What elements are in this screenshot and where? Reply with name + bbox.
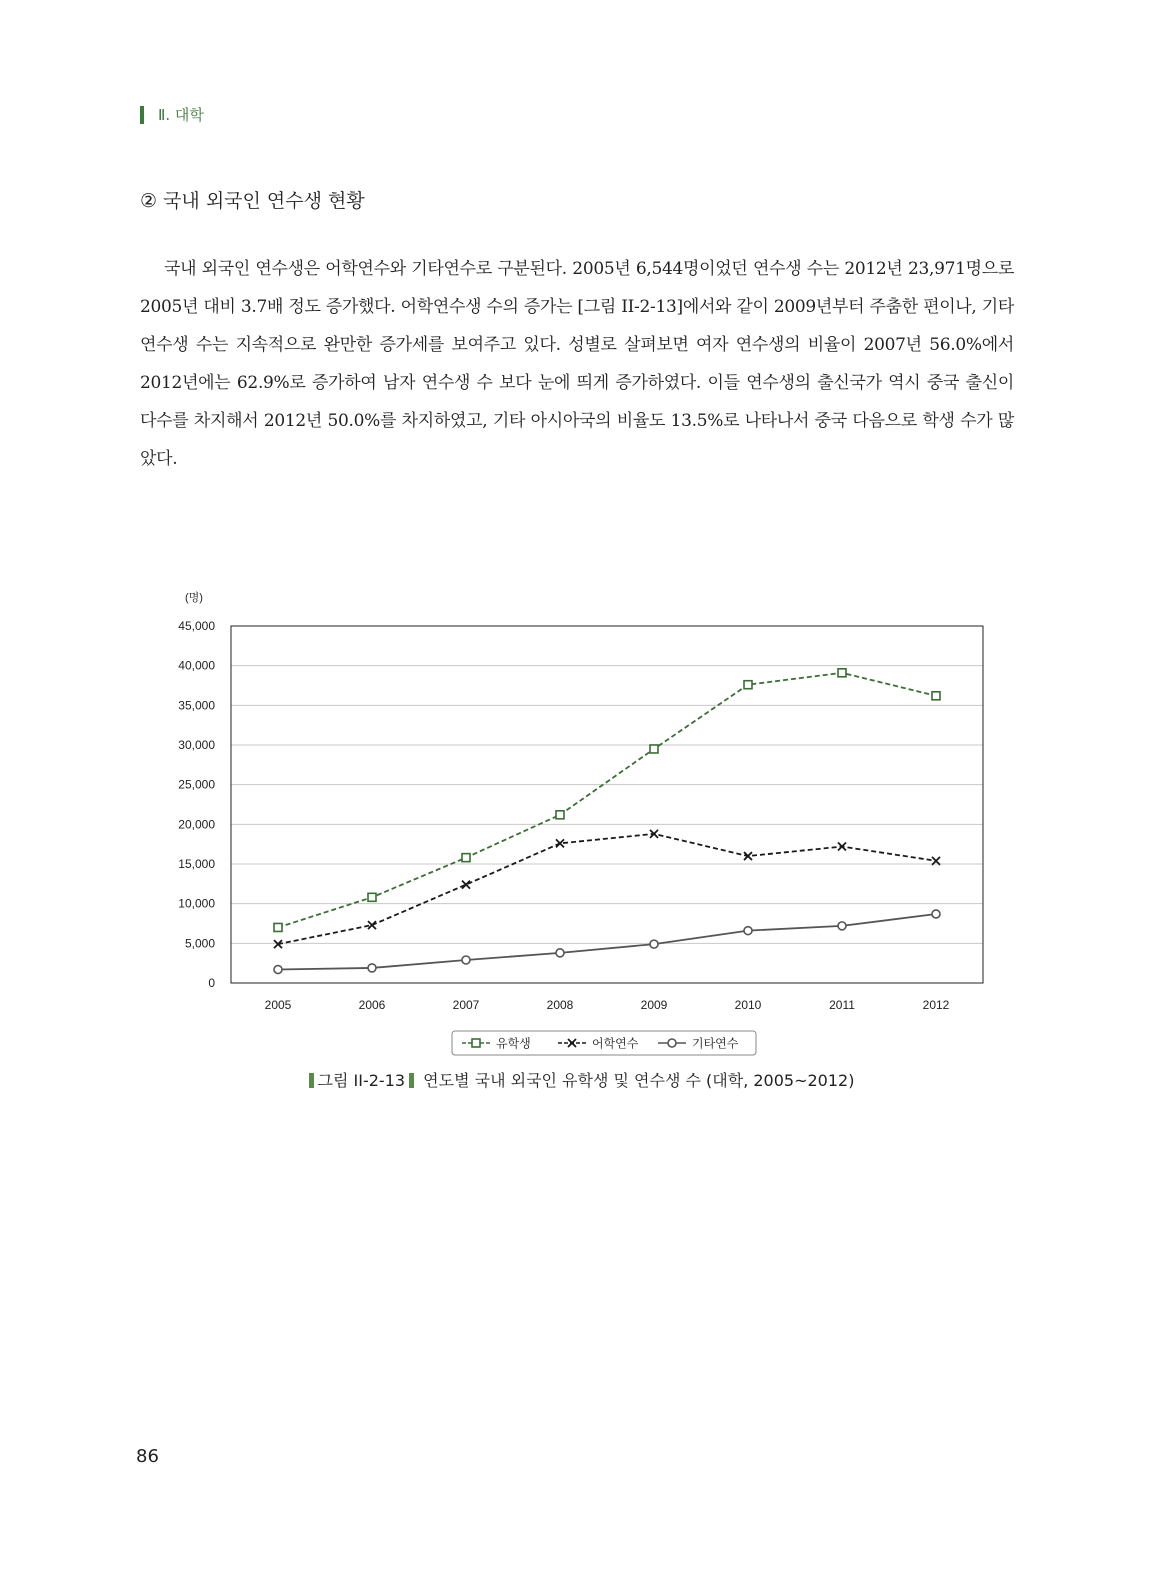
- data-point-series-3: [462, 956, 470, 964]
- data-point-series-1: [650, 745, 658, 753]
- series-line-3: [278, 914, 936, 970]
- data-point-series-3: [556, 949, 564, 957]
- data-point-series-1: [462, 854, 470, 862]
- legend-label-2: 어학연수: [592, 1036, 639, 1051]
- data-point-series-2: [462, 881, 470, 889]
- data-point-series-3: [932, 910, 940, 918]
- data-point-series-2: [838, 843, 846, 851]
- data-point-series-1: [744, 681, 752, 689]
- y-tick-label: 15,000: [178, 857, 215, 871]
- line-chart: [160, 580, 1000, 1060]
- chart-svg: [160, 580, 1000, 1060]
- figure-caption: [0, 1068, 1159, 1091]
- y-tick-label: 0: [208, 976, 215, 990]
- chapter-label: Ⅱ. 대학: [158, 106, 204, 124]
- data-point-series-1: [368, 893, 376, 901]
- y-axis-unit-label: (명): [185, 592, 203, 604]
- series-line-2: [278, 834, 936, 944]
- data-point-series-3: [744, 927, 752, 935]
- y-tick-label: 20,000: [178, 817, 215, 832]
- x-tick-label: 2009: [640, 998, 668, 1012]
- y-tick-label: 25,000: [178, 777, 215, 792]
- data-point-series-1: [556, 811, 564, 819]
- x-tick-label: 2005: [264, 998, 292, 1012]
- section-title: ② 국내 외국인 연수생 현황: [140, 190, 365, 212]
- chapter-header: [140, 104, 204, 125]
- body-paragraph: 국내 외국인 연수생은 어학연수와 기타연수로 구분된다. 2005년 6,544명이었던 연수생 수는 2012년 23,971명으로 2005년 대비 3.7배 정도 증가했다. 어학연수생 수의 증가는 [그림 II-2-13]에서와 같이 2009년부터 주춤한 편이나, 기타연수생 수는 지속적으로 완만한 증가세를 보여주고 있다. 성별로 살펴보면 여자 연수생의 비율이 2007년 56.0%에서 2012년에는 62.9%로 증가하여 남자 연수생 수 보다 눈에 띄게 증가하였다. 이들 연수생의 출신국가 역시 중국 출신이 다수를 차지해서 2012년 50.0%를 차지하였고, 기타 아시아국의 비율도 13.5%로 나타나서 중국 다음으로 학생 수가 많았다.: [140, 259, 1014, 469]
- y-tick-label: 45,000: [178, 619, 215, 633]
- y-tick-label: 5,000: [184, 936, 215, 951]
- page-number: 86: [136, 1446, 159, 1467]
- caption-title: 연도별 국내 외국인 유학생 및 연수생 수 (대학, 2005~2012): [423, 1071, 855, 1090]
- caption-label: 그림 II-2-13: [317, 1071, 406, 1090]
- data-point-series-1: [274, 923, 282, 931]
- legend-marker-3: [668, 1039, 676, 1047]
- x-tick-label: 2012: [922, 998, 950, 1012]
- caption-marker-right: [409, 1073, 414, 1088]
- data-point-series-2: [368, 921, 376, 929]
- y-tick-label: 40,000: [178, 658, 215, 673]
- data-point-series-3: [274, 966, 282, 974]
- y-tick-label: 10,000: [178, 896, 215, 911]
- series-line-1: [278, 673, 936, 928]
- data-point-series-1: [932, 692, 940, 700]
- data-point-series-1: [838, 669, 846, 677]
- x-tick-label: 2007: [452, 998, 480, 1012]
- y-tick-label: 35,000: [178, 698, 215, 713]
- legend-label-3: 기타연수: [692, 1036, 739, 1051]
- legend-label-1: 유학생: [496, 1036, 531, 1051]
- data-point-series-3: [650, 940, 658, 948]
- header-accent-bar: [140, 106, 144, 124]
- data-point-series-3: [368, 964, 376, 972]
- x-tick-label: 2011: [829, 998, 855, 1012]
- y-tick-label: 30,000: [178, 738, 215, 752]
- data-point-series-3: [838, 922, 846, 930]
- x-tick-label: 2008: [546, 998, 574, 1012]
- x-tick-label: 2010: [734, 998, 762, 1012]
- caption-marker-left: [309, 1073, 314, 1088]
- x-tick-label: 2006: [358, 998, 386, 1012]
- data-point-series-2: [556, 839, 564, 847]
- legend-marker-1: [472, 1039, 480, 1047]
